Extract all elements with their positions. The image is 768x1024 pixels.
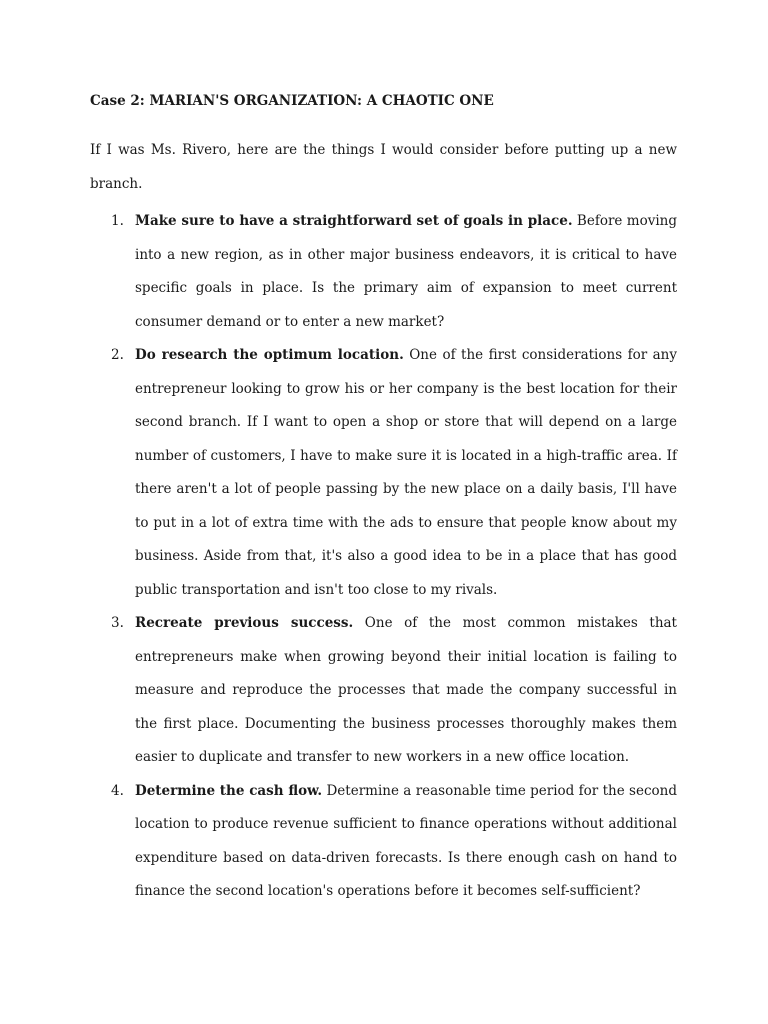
considerations-list	[90, 205, 677, 909]
list-item-body: One of the most common mistakes that entrepreneurs make when growing beyond their initial location is failing to measure and reproduce the processes that made the company successful in the first place. Documenting the business processes thoroughly makes them easier to duplicate and transfer to new workers in a new office location.	[135, 615, 677, 765]
list-item-body: Determine a reasonable time period for the second location to produce revenue sufficient to finance operations without additional expenditure based on data-driven forecasts. Is there enough cash on hand to finance the second location's operations before it becomes self-sufficient?	[135, 782, 677, 899]
list-item-number: 3.	[111, 615, 124, 631]
list-item-location	[90, 339, 677, 607]
list-item-body: Before moving into a new region, as in other major business endeavors, it is critical to have specific goals in place. Is the primary aim of expansion to meet current consumer demand or to enter a new market?	[135, 213, 677, 330]
intro-paragraph: If I was Ms. Rivero, here are the things I would consider before putting up a new branch.	[90, 142, 677, 192]
list-item-goals	[90, 205, 677, 339]
list-item-cash-flow	[90, 775, 677, 909]
list-item-heading: Recreate previous success.	[135, 615, 354, 631]
list-item-body: One of the first considerations for any entrepreneur looking to grow his or her company is the best location for their second branch. If I want to open a shop or store that will depend on a large number of customers, I have to make sure it is located in a high-traffic area. If there aren't a lot of people passing by the new place on a daily basis, I'll have to put in a lot of extra time with the ads to ensure that people know about my business. Aside from that, it's also a good idea to be in a place that has good public transportation and isn't too close to my rivals.	[135, 347, 677, 598]
list-item-heading: Determine the cash flow.	[135, 782, 323, 799]
list-item-number: 2.	[111, 347, 124, 363]
page-title: Case 2: MARIAN'S ORGANIZATION: A CHAOTIC ONE	[90, 93, 494, 109]
list-item-number: 4.	[111, 782, 124, 799]
list-item-success	[90, 607, 677, 775]
list-item-number: 1.	[111, 213, 124, 229]
list-item-heading: Make sure to have a straightforward set of goals in place.	[135, 213, 573, 229]
list-item-heading: Do research the optimum location.	[135, 347, 404, 363]
